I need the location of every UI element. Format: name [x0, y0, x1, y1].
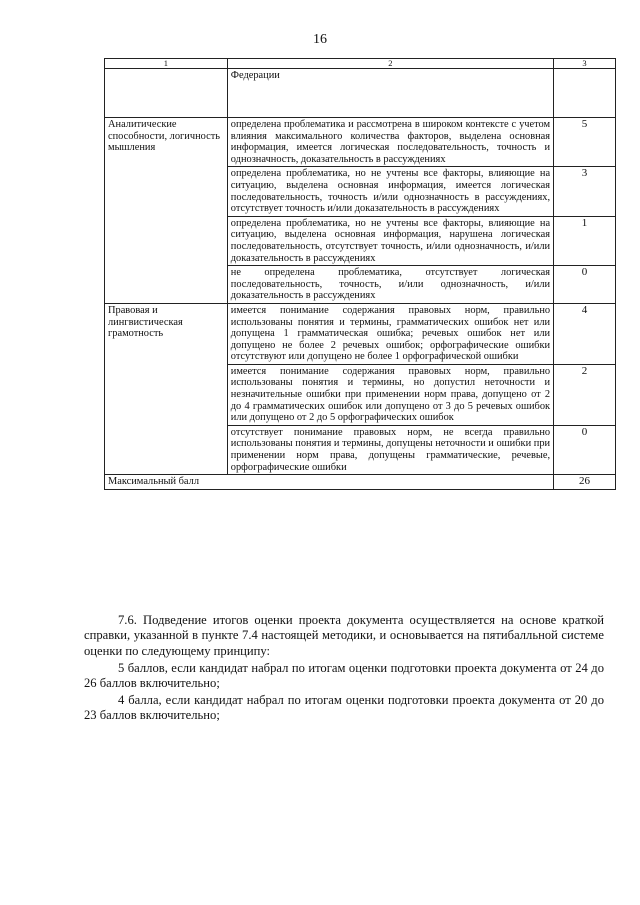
- table-row: [105, 303, 616, 364]
- paragraph-7-6: 7.6. Подведение итогов оценки проекта документа осуществляется на основе краткой справки, указанной в пункте 7.4 настоящей методики, и основывается на пятибалльной системе оценки по следующему принципу:: [84, 612, 604, 658]
- level-description: определена проблематика и рассмотрена в широком контексте с учетом влияния максимального количества факторов, выделена основная информация, имеется логическая последовательность, точность и однозначность, доказательность в рассуждениях: [227, 118, 553, 167]
- criterion-label: Аналитические способности, логичность мышления: [105, 118, 228, 304]
- total-row: [105, 475, 616, 490]
- level-score: 1: [554, 216, 616, 265]
- max-score-value: 26: [554, 475, 616, 490]
- paragraph-4-points: 4 балла, если кандидат набрал по итогам оценки подготовки проекта документа от 20 до 23 баллов включительно;: [84, 692, 604, 723]
- empty-cell: [105, 69, 228, 118]
- header-cell-3: 3: [554, 59, 616, 69]
- criteria-table: [104, 58, 616, 490]
- paragraph-5-points: 5 баллов, если кандидат набрал по итогам оценки подготовки проекта документа от 24 до 26 баллов включительно;: [84, 660, 604, 691]
- level-description: определена проблематика, но не учтены все факторы, влияющие на ситуацию, выделена основная информация, нарушена логическая последовательность, отсутствует точность, и/или однозначность, и/или доказательность в рассуждениях: [227, 216, 553, 265]
- page-number: 16: [313, 32, 327, 47]
- level-score: 5: [554, 118, 616, 167]
- header-cell-1: 1: [105, 59, 228, 69]
- level-description: имеется понимание содержания правовых норм, правильно использованы понятия и термины, но допустил неточности и незначительные ошибки при применении норм права, допущено от 2 до 4 грамматических ошибок или допущено от 3 до 5 речевых ошибок или допущено от 2 до 5 орфографических ошибок: [227, 364, 553, 425]
- level-description: не определена проблематика, отсутствует логическая последовательность, точность, и/или однозначность, и/или доказательность в рассуждениях: [227, 266, 553, 304]
- header-row: [105, 59, 616, 69]
- level-description: имеется понимание содержания правовых норм, правильно использованы понятия и термины, грамматических ошибок нет или допущена 1 грамматическая ошибка; речевых ошибок нет или допущено не более 2 речевых ошибок; орфографические ошибки отсутствуют или допущено не более 1 орфографической ошибки: [227, 303, 553, 364]
- empty-cell: [554, 69, 616, 118]
- continuation-row: [105, 69, 616, 118]
- criterion-label: Правовая и лингвистическая грамотность: [105, 303, 228, 474]
- continuation-text: Федерации: [227, 69, 553, 118]
- level-description: отсутствует понимание правовых норм, не всегда правильно использованы понятия и термины, допущены неточности и ошибки при применении норм права, допущены грамматические, речевые, орфографические ошибки: [227, 425, 553, 474]
- level-description: определена проблематика, но не учтены все факторы, влияющие на ситуацию, выделена основная информация, имеется логическая последовательность, точность и/или однозначность в рассуждениях, отсутствует точность и/или доказательность в рассуждениях: [227, 167, 553, 216]
- level-score: 2: [554, 364, 616, 425]
- level-score: 0: [554, 425, 616, 474]
- table-row: [105, 118, 616, 167]
- level-score: 4: [554, 303, 616, 364]
- level-score: 0: [554, 266, 616, 304]
- max-score-label: Максимальный балл: [105, 475, 554, 490]
- header-cell-2: 2: [227, 59, 553, 69]
- level-score: 3: [554, 167, 616, 216]
